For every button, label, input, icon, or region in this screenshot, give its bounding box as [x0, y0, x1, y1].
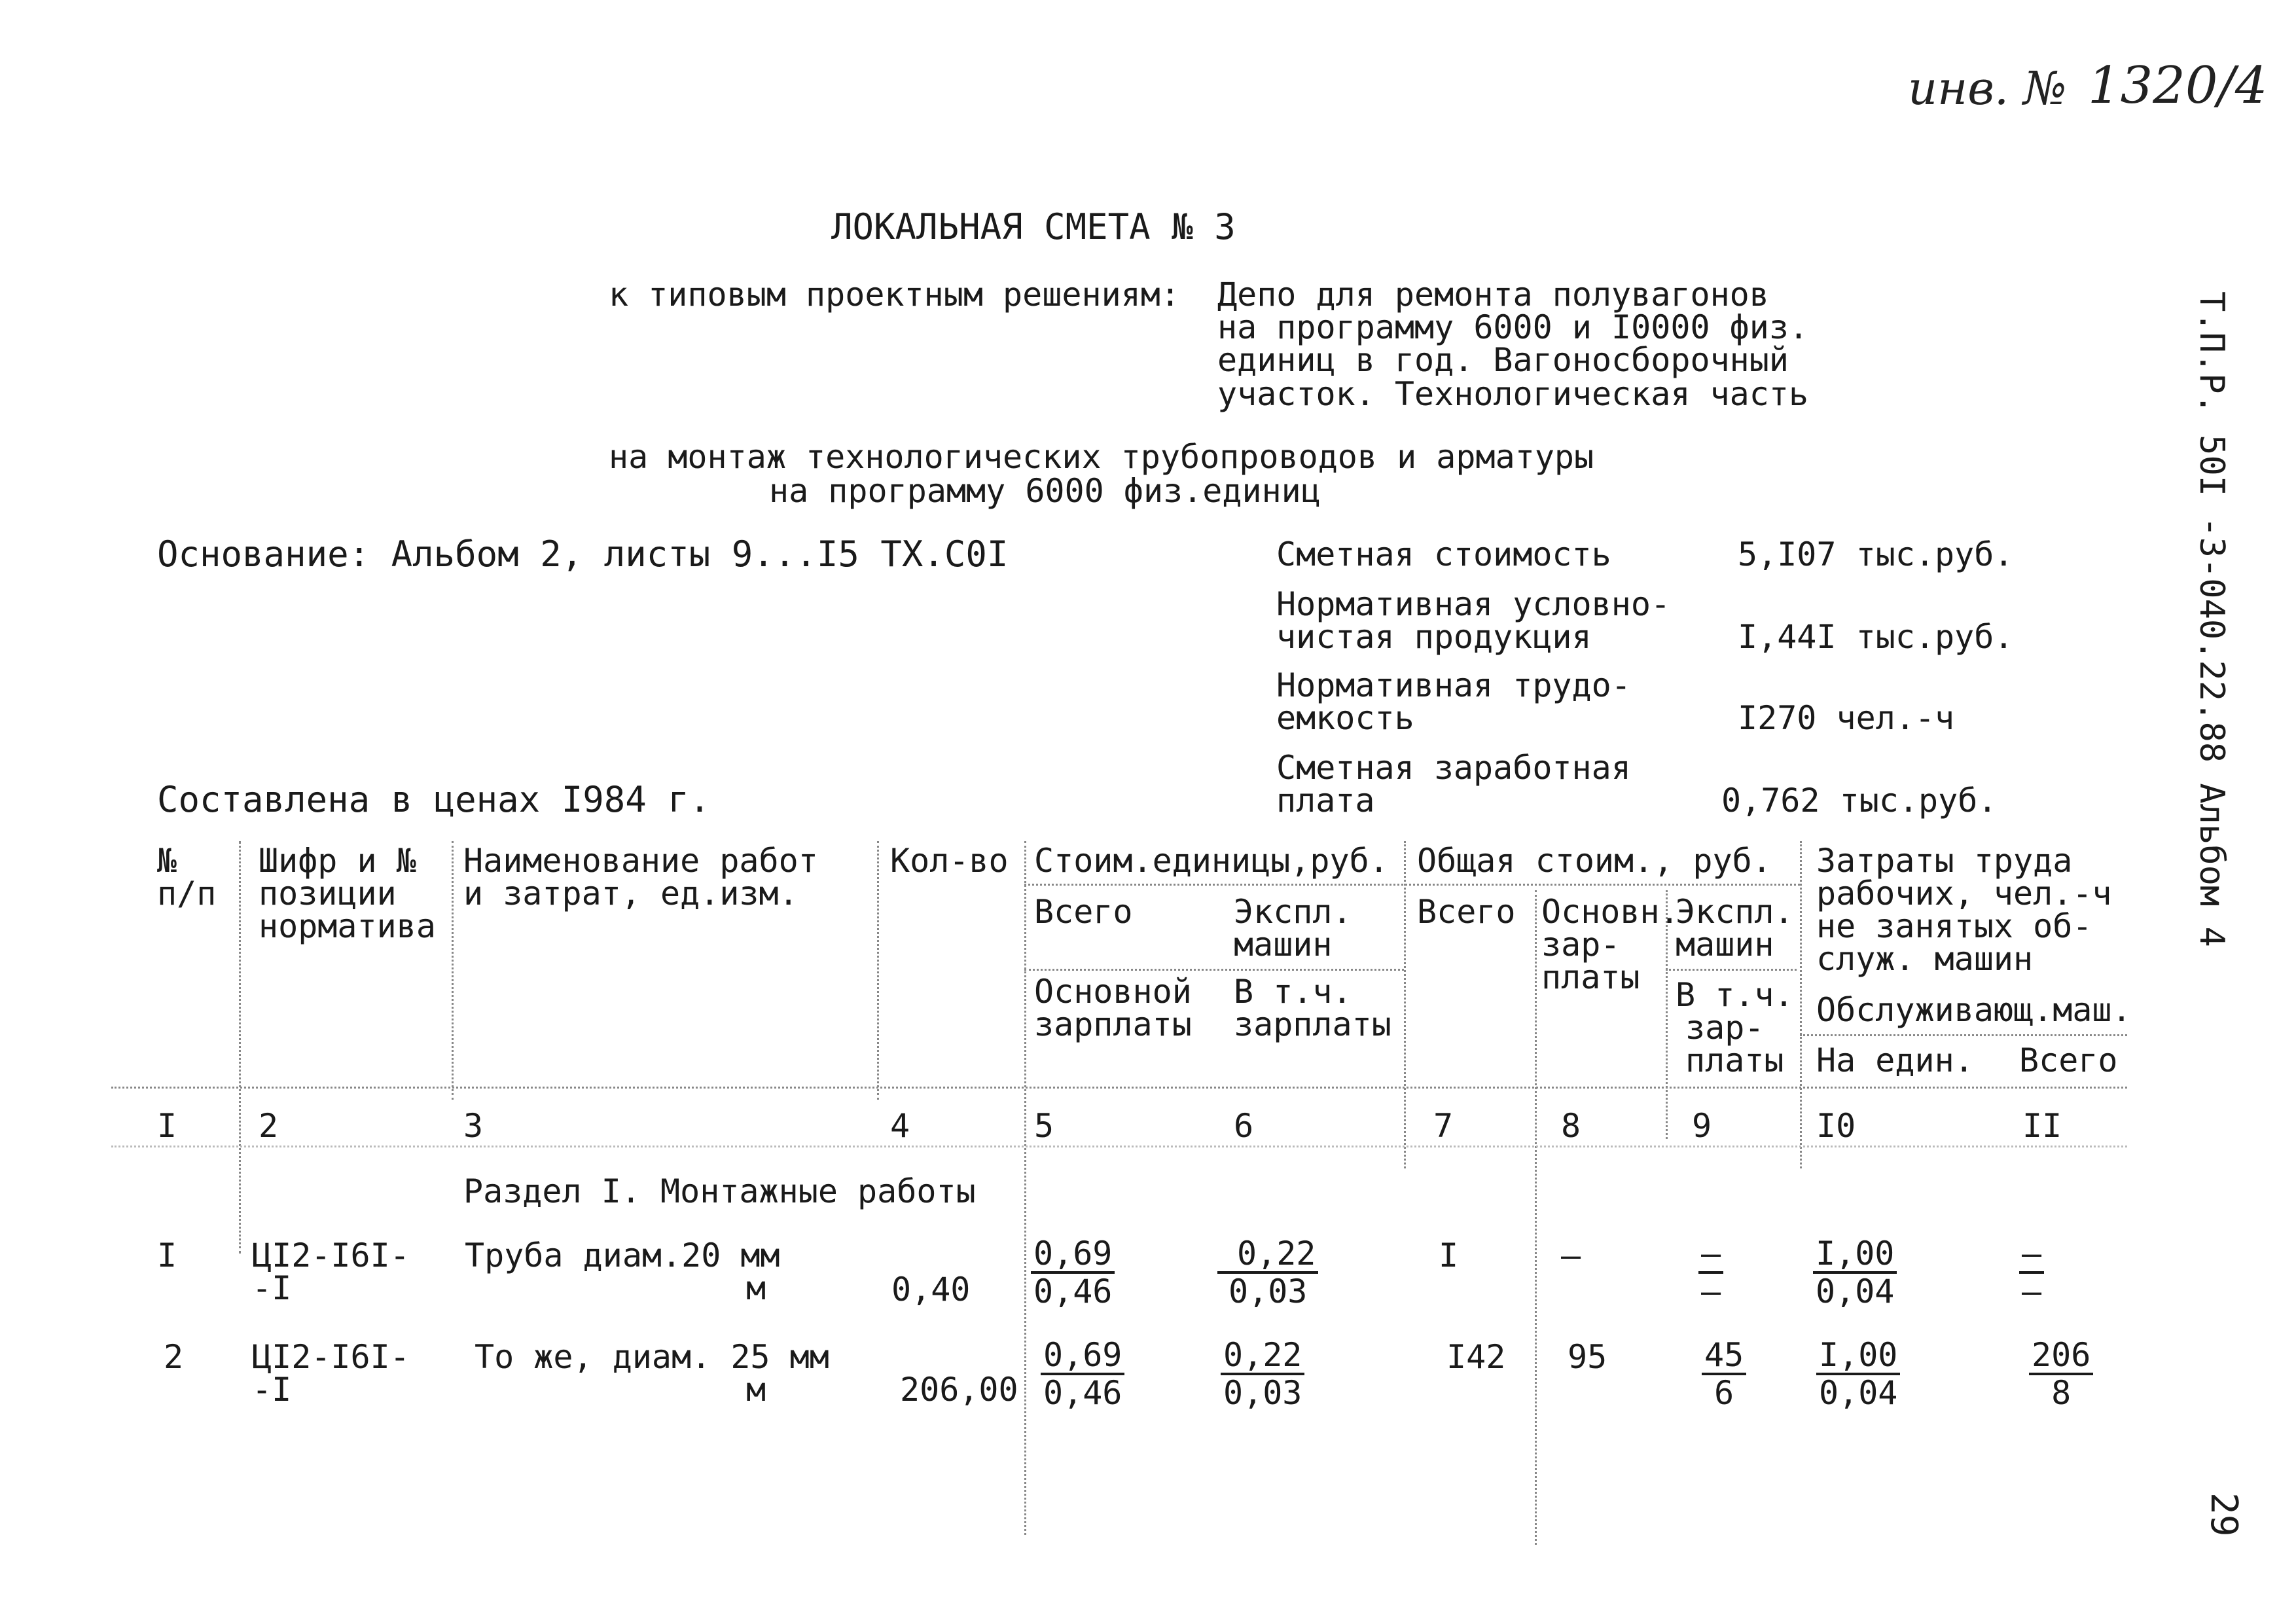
- subject-line-3: единиц в год. Вагоносборочный: [1217, 341, 1789, 379]
- header-code-2: позиции: [259, 875, 397, 912]
- row1-labor-all: –: [2019, 1237, 2044, 1274]
- header-total-incl-2: зар-: [1685, 1009, 1765, 1047]
- header-labor-unit: На един.: [1816, 1041, 1974, 1079]
- grid-line: [1404, 841, 1406, 1168]
- summary-wage-value: 0,762 тыс.руб.: [1721, 782, 1998, 820]
- row1-labor-unit-frac: [1813, 1237, 1897, 1308]
- summary-estimate-label: Сметная стоимость: [1276, 535, 1611, 573]
- row1-labor-unit: I,00: [1813, 1237, 1897, 1274]
- row2-total-basic: 95: [1568, 1338, 1607, 1376]
- section-heading: Раздел I. Монтажные работы: [463, 1172, 976, 1210]
- prices-line: Составлена в ценах I984 г.: [157, 779, 711, 820]
- summary-wage-label-2: плата: [1276, 782, 1375, 820]
- row2-labor-unit-serv: 0,04: [1819, 1374, 1898, 1412]
- row2-labor-all-frac: [2029, 1336, 2093, 1412]
- header-code-3: норматива: [259, 907, 436, 945]
- col-number-11: II: [2022, 1107, 2062, 1145]
- row2-labor-all-serv: 8: [2051, 1374, 2072, 1412]
- purpose-line-1: на монтаж технологических трубопроводов и арматуры: [609, 438, 1594, 476]
- row2-total-incl: 6: [1714, 1374, 1734, 1412]
- header-total-machine-1: Экспл.: [1676, 893, 1794, 931]
- row1-total-incl: –: [1701, 1272, 1721, 1310]
- row1-unit-incl: 0,03: [1229, 1272, 1308, 1310]
- row1-name: Труба диам.20 мм: [465, 1236, 780, 1274]
- header-name-1: Наименование работ: [463, 842, 818, 880]
- page-number: 29: [2202, 1492, 2245, 1537]
- col-number-5: 5: [1034, 1107, 1054, 1145]
- row2-total-machine-frac: [1702, 1336, 1746, 1412]
- header-total-basic-2: зар-: [1541, 926, 1621, 964]
- row2-unit-total: 0,69: [1041, 1339, 1124, 1375]
- grid-line: [1024, 841, 1026, 1535]
- grid-line: [111, 1146, 2127, 1147]
- col-number-2: 2: [259, 1107, 279, 1145]
- grid-line: [1535, 890, 1537, 1545]
- header-name-2: и затрат, ед.изм.: [463, 875, 798, 912]
- header-code-1: Шифр и №: [259, 842, 416, 880]
- row2-unit-machine: 0,22: [1221, 1339, 1304, 1375]
- header-labor-serv: Обслуживающ.маш.: [1816, 991, 2132, 1029]
- header-labor-all: Всего: [2019, 1041, 2118, 1079]
- document-title: ЛОКАЛЬНАЯ СМЕТА № 3: [831, 206, 1236, 247]
- grid-line: [111, 1087, 2127, 1089]
- summary-labor-value: I270 чел.-ч: [1738, 699, 1955, 737]
- header-total-basic-1: Основн.: [1541, 893, 1679, 931]
- row2-name: То же, диам. 25 мм: [475, 1338, 829, 1376]
- header-num-1: №: [157, 842, 177, 880]
- grid-line: [1800, 1034, 2127, 1036]
- grid-line: [452, 841, 454, 1100]
- col-number-4: 4: [890, 1107, 910, 1145]
- grid-line: [1666, 969, 1797, 971]
- row1-unit-machine-frac: [1217, 1237, 1318, 1308]
- header-unit-basic-2: зарплаты: [1034, 1005, 1192, 1043]
- summary-wage-label-1: Сметная заработная: [1276, 749, 1631, 787]
- header-unit-cost: Стоим.единицы,руб.: [1034, 842, 1389, 880]
- row1-labor-unit-serv: 0,04: [1816, 1272, 1895, 1310]
- row1-labor-all-frac: [2019, 1237, 2044, 1308]
- col-number-1: I: [157, 1107, 177, 1145]
- row1-total-basic: –: [1561, 1236, 1581, 1274]
- row1-unit-machine: 0,22: [1217, 1237, 1318, 1274]
- row2-labor-unit: I,00: [1816, 1339, 1900, 1375]
- header-labor-3: не занятых об-: [1816, 907, 2092, 945]
- side-stamp: Т.П.Р. 50I -3-040.22.88 Альбом 4: [2192, 291, 2231, 947]
- header-qty: Кол-во: [890, 842, 1009, 880]
- col-number-10: I0: [1816, 1107, 1856, 1145]
- header-num-2: п/п: [157, 875, 217, 912]
- row2-total: I42: [1446, 1338, 1506, 1376]
- row2-unit-cost-frac: [1041, 1336, 1124, 1412]
- row1-total-machine: –: [1698, 1237, 1723, 1274]
- row2-unit: м: [746, 1371, 766, 1409]
- header-unit-incl-2: зарплаты: [1234, 1005, 1391, 1043]
- subject-line-4: участок. Технологическая часть: [1217, 375, 1809, 413]
- row2-code-1: ЦI2-I6I-: [252, 1338, 410, 1376]
- row2-unit-incl: 0,03: [1223, 1374, 1302, 1412]
- header-total-incl-3: платы: [1685, 1041, 1784, 1079]
- row1-qty: 0,40: [891, 1271, 971, 1308]
- header-labor-4: служ. машин: [1816, 940, 2034, 978]
- subject-line-2: на программу 6000 и I0000 физ.: [1217, 308, 1809, 346]
- header-total-incl-1: В т.ч.: [1676, 976, 1794, 1014]
- grid-line: [1800, 841, 1802, 1168]
- grid-line: [877, 841, 879, 1100]
- header-unit-machine-2: машин: [1234, 926, 1333, 964]
- header-labor-1: Затраты труда: [1816, 842, 2073, 880]
- row1-total: I: [1439, 1236, 1459, 1274]
- header-labor-2: рабочих, чел.-ч: [1816, 875, 2112, 912]
- row1-number: I: [157, 1236, 177, 1274]
- col-number-9: 9: [1692, 1107, 1712, 1145]
- grid-line: [239, 841, 241, 1254]
- row1-unit-total: 0,69: [1031, 1237, 1115, 1274]
- col-number-3: 3: [463, 1107, 484, 1145]
- row2-unit-basic: 0,46: [1043, 1374, 1122, 1412]
- basis-line: Основание: Альбом 2, листы 9...I5 ТХ.С0I: [157, 533, 1009, 575]
- summary-estimate-value: 5,I07 тыс.руб.: [1738, 535, 2014, 573]
- row1-labor-all-serv: –: [2022, 1272, 2042, 1310]
- row2-unit-machine-frac: [1221, 1336, 1304, 1412]
- header-unit-incl-1: В т.ч.: [1234, 973, 1352, 1011]
- purpose-line-2: на программу 6000 физ.единиц: [769, 472, 1321, 510]
- header-total-cost: Общая стоим., руб.: [1417, 842, 1772, 880]
- summary-labor-label-2: емкость: [1276, 699, 1414, 737]
- grid-line: [1024, 884, 1800, 886]
- header-unit-machine-1: Экспл.: [1234, 893, 1352, 931]
- summary-net-label-1: Нормативная условно-: [1276, 585, 1671, 623]
- row2-labor-all: 206: [2029, 1339, 2093, 1375]
- row2-number: 2: [164, 1338, 184, 1376]
- header-unit-total: Всего: [1034, 893, 1133, 931]
- header-unit-basic-1: Основной: [1034, 973, 1192, 1011]
- subject-prefix: к типовым проектным решениям:: [609, 276, 1180, 314]
- row1-unit-basic: 0,46: [1033, 1272, 1113, 1310]
- summary-net-value: I,44I тыс.руб.: [1738, 618, 2014, 656]
- row1-code-1: ЦI2-I6I-: [252, 1236, 410, 1274]
- col-number-7: 7: [1433, 1107, 1454, 1145]
- row2-total-machine: 45: [1702, 1339, 1746, 1375]
- row2-qty: 206,00: [900, 1371, 1018, 1409]
- header-total-basic-3: платы: [1541, 958, 1640, 996]
- header-total-machine-2: машин: [1676, 926, 1774, 964]
- row1-unit-cost-frac: [1031, 1237, 1115, 1308]
- inventory-label: инв. №: [1908, 62, 2067, 115]
- col-number-6: 6: [1234, 1107, 1254, 1145]
- summary-net-label-2: чистая продукция: [1276, 618, 1592, 656]
- header-total-all: Всего: [1417, 893, 1516, 931]
- grid-line: [1024, 969, 1404, 971]
- subject-line-1: Депо для ремонта полувагонов: [1217, 276, 1769, 314]
- row2-labor-unit-frac: [1816, 1336, 1900, 1412]
- inventory-number: 1320/4: [2088, 56, 2268, 115]
- summary-labor-label-1: Нормативная трудо-: [1276, 666, 1631, 704]
- row2-code-2: -I: [252, 1371, 292, 1409]
- row1-total-machine-frac: [1698, 1237, 1723, 1308]
- row1-unit: м: [746, 1269, 766, 1307]
- row1-code-2: -I: [252, 1269, 292, 1307]
- col-number-8: 8: [1561, 1107, 1581, 1145]
